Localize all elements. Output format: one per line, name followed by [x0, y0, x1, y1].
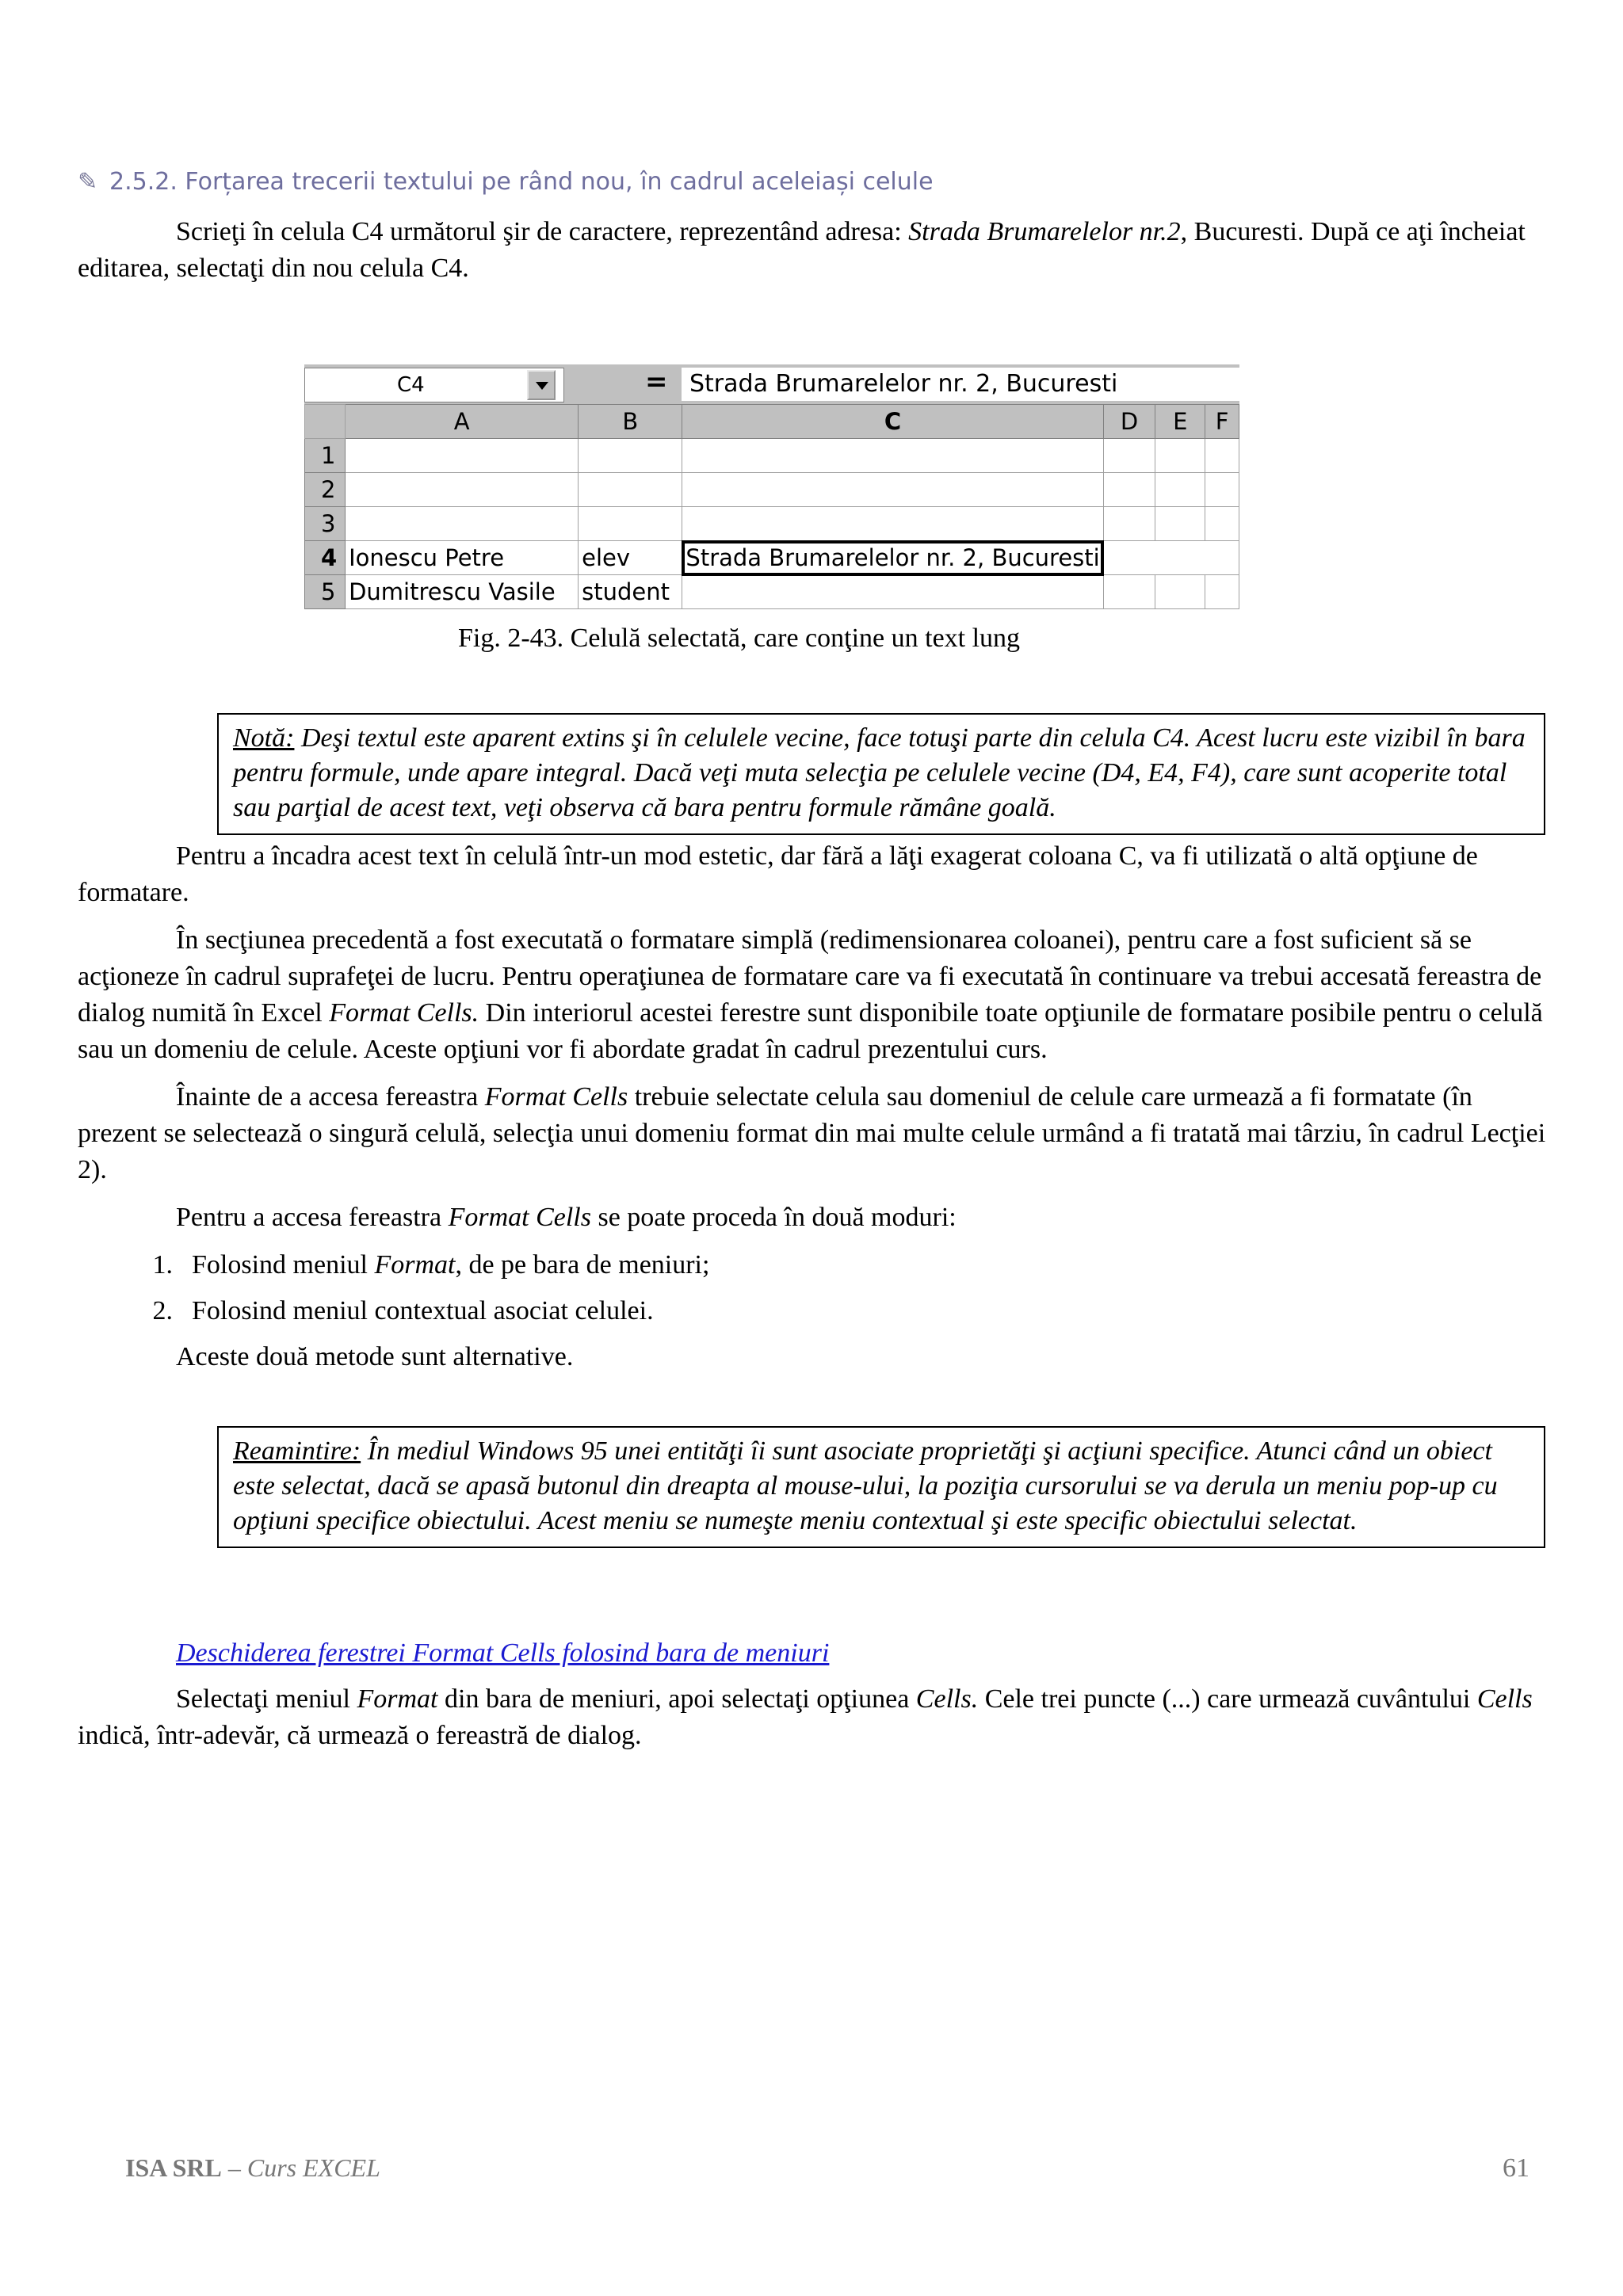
intro-italic: Strada Brumarelelor nr.2	[908, 217, 1181, 246]
cell-grid	[304, 404, 1239, 609]
p6-text-3: Cele trei puncte (...) care urmează cuvântului	[978, 1684, 1477, 1714]
cell[interactable]: student	[579, 575, 682, 609]
cell[interactable]	[682, 575, 1103, 609]
cell[interactable]	[1103, 439, 1155, 473]
list-item	[78, 1247, 1547, 1283]
table-row	[305, 507, 1239, 541]
p6-italic-2: Cells.	[915, 1684, 979, 1714]
intro-text-end: , Bucuresti. După ce aţi încheiat editarea, selectaţi din nou celula C4.	[78, 217, 1526, 283]
p4-text: Pentru a accesa fereastra	[176, 1203, 449, 1232]
paragraph-4	[78, 1199, 1547, 1236]
p2-text: În secţiunea precedentă a fost executată o formatare simplă (redimensionarea coloanei), pentru care a fost suficient să se acţioneze în cadrul suprafeţei de lucru. Pentru operaţiunea de formatare care va fi executată în continuare va trebui accesată fereastra de dialog numită în Excel	[78, 925, 1542, 1028]
name-box[interactable]	[304, 368, 564, 402]
list-text: Folosind meniul contextual asociat celulei.	[192, 1296, 654, 1325]
row-header[interactable]: 4	[305, 541, 346, 575]
cell[interactable]	[579, 473, 682, 507]
cell[interactable]	[1103, 575, 1155, 609]
formula-bar	[304, 364, 1239, 406]
cell[interactable]	[682, 439, 1103, 473]
cell[interactable]: Ionescu Petre	[346, 541, 579, 575]
cell[interactable]	[1155, 575, 1205, 609]
cell[interactable]	[1205, 507, 1239, 541]
p6-text-2: din bara de meniuri, apoi selectaţi opţiunea	[437, 1684, 916, 1714]
note-text: Deşi textul este aparent extins şi în celulele vecine, face totuşi parte din celula C4. Acest lucru este vizibil în bara pentru formule, unde apare integral. Dacă veţi muta selecţia pe celulele vecine (D4, E4, F4), care sunt acoperite total sau parţial de acest text, veţi observa că bara pentru formule rămâne goală.	[233, 723, 1526, 822]
list-number: 1.	[152, 1250, 173, 1280]
equals-sign: =	[645, 366, 668, 398]
table-row	[305, 439, 1239, 473]
pencil-icon: ✎	[78, 168, 98, 196]
cell[interactable]	[1103, 541, 1155, 575]
methods-list	[78, 1247, 1547, 1329]
paragraph-1: Pentru a încadra acest text în celulă într-un mod estetic, dar fără a lăţi exagerat coloana C, va fi utilizată o altă opţiune de formatare.	[78, 841, 1478, 907]
table-row	[305, 575, 1239, 609]
cell[interactable]	[346, 507, 579, 541]
column-header[interactable]: C	[682, 405, 1103, 439]
cell[interactable]	[346, 473, 579, 507]
intro-text: Scrieţi în celula C4 următorul şir de caractere, reprezentând adresa:	[176, 217, 909, 246]
section-heading	[78, 166, 1547, 198]
page-content	[78, 166, 1547, 298]
p2-italic: Format Cells.	[329, 998, 479, 1028]
list-number: 2.	[152, 1296, 173, 1325]
paragraph-6	[78, 1681, 1547, 1754]
main-text	[78, 838, 1547, 1386]
table-row	[305, 473, 1239, 507]
figure-caption: Fig. 2-43. Celulă selectată, care conţine un text lung	[458, 624, 1021, 653]
note-label: Notă:	[233, 723, 295, 753]
row-header[interactable]: 3	[305, 507, 346, 541]
cell[interactable]	[1155, 473, 1205, 507]
row-header[interactable]: 5	[305, 575, 346, 609]
p6-text-1: Selectaţi meniul	[176, 1684, 357, 1714]
list-italic: Format	[374, 1250, 456, 1280]
footer-company: ISA SRL	[125, 2153, 222, 2182]
p3-italic: Format Cells	[484, 1082, 628, 1112]
reminder-box	[217, 1426, 1545, 1548]
name-box-value: C4	[397, 373, 425, 397]
cell[interactable]	[1103, 507, 1155, 541]
note-box	[217, 713, 1545, 835]
list-item	[78, 1293, 1547, 1329]
cell[interactable]	[682, 507, 1103, 541]
footer-course: Curs EXCEL	[246, 2153, 380, 2182]
cell[interactable]: elev	[579, 541, 682, 575]
section-heading-text: 2.5.2. Forțarea trecerii textului pe rând nou, în cadrul aceleiași celule	[109, 168, 934, 196]
cell[interactable]	[1155, 507, 1205, 541]
paragraph-5: Aceste două metode sunt alternative.	[176, 1342, 574, 1371]
paragraph-3	[78, 1079, 1547, 1188]
cell-c4-text: Strada Brumarelelor nr. 2, Bucuresti	[685, 544, 1100, 571]
cell[interactable]	[1155, 439, 1205, 473]
column-header[interactable]: A	[346, 405, 579, 439]
p3-text-end: trebuie selectate celula sau domeniul de celule care urmează a fi formatate (în prezent se selectează o singură celulă, selecţia unui domeniu format din mai multe celule urmând a fi tratată mai târziu, în cadrul Lecţiei 2).	[78, 1082, 1546, 1184]
dropdown-arrow-icon[interactable]	[527, 370, 556, 400]
cell[interactable]	[1205, 541, 1239, 575]
section-link-heading[interactable]: Deschiderea ferestrei Format Cells folosind bara de meniuri	[176, 1638, 830, 1668]
cell[interactable]	[1205, 575, 1239, 609]
p3-text: Înainte de a accesa fereastra	[176, 1082, 485, 1112]
menu-section	[78, 1635, 1547, 1765]
p6-text-4: indică, într-adevăr, că urmează o fereastră de dialog.	[78, 1721, 642, 1750]
list-text: Folosind meniul	[192, 1250, 375, 1280]
p4-italic: Format Cells	[448, 1203, 591, 1232]
cell[interactable]	[682, 473, 1103, 507]
page-number: 61	[1503, 2153, 1529, 2183]
cell[interactable]	[1205, 439, 1239, 473]
cell[interactable]	[579, 439, 682, 473]
paragraph-2	[78, 922, 1547, 1068]
footer-dash: –	[221, 2153, 247, 2182]
p6-italic-3: Cells	[1476, 1684, 1533, 1714]
p4-text-end: se poate proceda în două moduri:	[590, 1203, 957, 1232]
cell[interactable]: Dumitrescu Vasile	[346, 575, 579, 609]
column-header[interactable]: E	[1155, 405, 1205, 439]
table-row	[305, 541, 1239, 575]
row-header[interactable]: 2	[305, 473, 346, 507]
spreadsheet-figure	[304, 364, 1239, 616]
cell[interactable]	[1155, 541, 1205, 575]
intro-paragraph	[78, 214, 1547, 287]
select-all-corner[interactable]	[305, 405, 346, 439]
column-header[interactable]: D	[1103, 405, 1155, 439]
formula-input[interactable]: Strada Brumarelelor nr. 2, Bucuresti	[682, 368, 1239, 401]
cell[interactable]	[1205, 473, 1239, 507]
column-header[interactable]: B	[579, 405, 682, 439]
list-text-end: , de pe bara de meniuri;	[455, 1250, 710, 1280]
page-footer	[125, 2153, 380, 2183]
reminder-text: În mediul Windows 95 unei entităţi îi sunt asociate proprietăţi şi acţiuni specifice. Atunci când un obiect este selectat, dacă se apasă butonul din dreapta al mouse-ului, la poziţia cursorului se va derula un meniu pop-up cu opţiuni specifice obiectului. Acest meniu se numeşte meniu contextual şi este specific obiectului selectat.	[233, 1436, 1498, 1535]
reminder-label: Reamintire:	[233, 1436, 361, 1466]
cell[interactable]	[346, 439, 579, 473]
cell[interactable]	[1103, 473, 1155, 507]
row-header[interactable]: 1	[305, 439, 346, 473]
cell[interactable]	[579, 507, 682, 541]
p2-text-end: Din interiorul acestei ferestre sunt disponibile toate opţiunile de formatare posibile pentru o celulă sau un domeniu de celule. Aceste opţiuni vor fi abordate gradat în cadrul prezentului curs.	[78, 998, 1543, 1064]
column-header[interactable]: F	[1205, 405, 1239, 439]
active-cell-c4[interactable]	[682, 541, 1103, 575]
p6-italic-1: Format	[357, 1684, 438, 1714]
